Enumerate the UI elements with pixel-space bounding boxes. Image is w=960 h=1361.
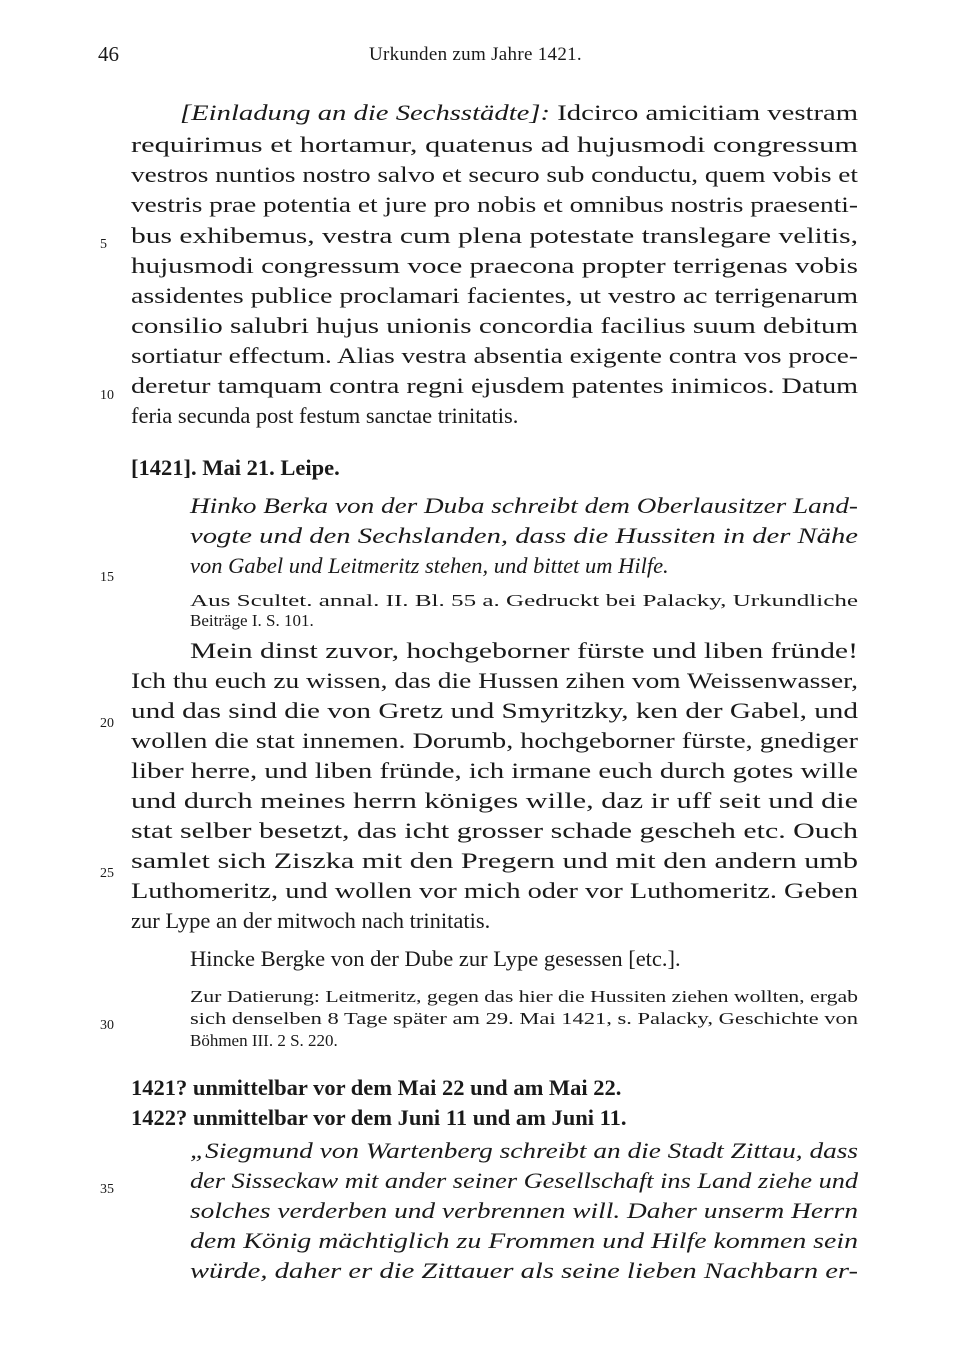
text-line: deretur tamquam contra regni ejusdem patentes inimicos. Datum	[131, 373, 858, 398]
text-line: [1421]. Mai 21. Leipe.	[131, 455, 340, 480]
text-line: sortiatur effectum. Alias vestra absentia exigente contra vos proce-	[131, 343, 858, 368]
line-number: 25	[100, 866, 114, 881]
text-line: 1422? unmittelbar vor dem Juni 11 und am Juni 11.	[131, 1105, 627, 1130]
text-line: samlet sich Ziszka mit den Pregern und mit den andern umb	[131, 848, 858, 873]
text-line: vogte und den Sechslanden, dass die Hussiten in der Nähe	[190, 523, 858, 548]
text-line: Böhmen III. 2 S. 220.	[190, 1031, 338, 1050]
text-line: Hinko Berka von der Duba schreibt dem Oberlausitzer Land-	[190, 493, 858, 518]
page-header	[0, 42, 960, 76]
text-line: Beiträge I. S. 101.	[190, 611, 314, 630]
text-line: sich denselben 8 Tage später am 29. Mai 1421, s. Palacky, Geschichte von	[190, 1009, 858, 1028]
text-line: bus exhibemus, vestra cum plena potestate translegare velitis,	[131, 223, 858, 248]
text-line: wollen die stat innemen. Dorumb, hochgeborner fürste, gnediger	[131, 728, 858, 753]
line-number: 30	[100, 1018, 114, 1033]
text-line: Zur Datierung: Leitmeritz, gegen das hier die Hussiten ziehen wollten, ergab	[190, 987, 858, 1006]
text-line: feria secunda post festum sanctae trinitatis.	[131, 403, 519, 428]
text-line: dem König mächtiglich zu Frommen und Hilfe kommen sein	[190, 1228, 858, 1253]
text-line: Hincke Bergke von der Dube zur Lype gesessen [etc.].	[190, 946, 681, 971]
text-line: vestris prae potentia et jure pro nobis et omnibus nostris praesenti-	[131, 192, 858, 217]
text-line: requirimus et hortamur, quatenus ad hujusmodi congressum	[131, 132, 858, 157]
text-line: liber herre, und liben fründe, ich irmane euch durch gotes wille	[131, 758, 858, 783]
line-number: 5	[100, 237, 107, 252]
text-line: [Einladung an die Sechsstädte]: Idcirco amicitiam vestram	[180, 100, 858, 125]
text-line: und durch meines herrn königes wille, daz ir uff seit und die	[131, 788, 858, 813]
line-number: 20	[100, 716, 114, 731]
text-line: Ich thu euch zu wissen, das die Hussen zihen vom Weissenwasser,	[131, 668, 858, 693]
page-number: 46	[98, 42, 119, 66]
text-line: stat selber besetzt, das icht grosser schade gescheh etc. Ouch	[131, 818, 858, 843]
text-line: und das sind die von Gretz und Smyritzky, ken der Gabel, und	[131, 698, 858, 723]
running-title: Urkunden zum Jahre 1421.	[369, 44, 582, 65]
text-line: assidentes publice proclamari facientes, ut vestro ac terrigenarum	[131, 283, 858, 308]
text-line: Luthomeritz, und wollen vor mich oder vor Luthomeritz. Geben	[131, 878, 858, 903]
text-line: 1421? unmittelbar vor dem Mai 22 und am Mai 22.	[131, 1075, 622, 1100]
text-line: zur Lype an der mitwoch nach trinitatis.	[131, 908, 491, 933]
text-line: Mein dinst zuvor, hochgeborner fürste und liben fründe!	[190, 638, 858, 663]
text-line: der Sisseckaw mit ander seiner Gesellschaft ins Land ziehe und	[190, 1168, 858, 1193]
text-line: consilio salubri hujus unionis concordia facilius suum debitum	[131, 313, 858, 338]
text-line: Aus Scultet. annal. II. Bl. 55 a. Gedruckt bei Palacky, Urkundliche	[190, 591, 858, 610]
text-line: hujusmodi congressum voce praecona propter terrigenas vobis	[131, 253, 858, 278]
text-line: von Gabel und Leitmeritz stehen, und bittet um Hilfe.	[190, 553, 669, 578]
text-line: würde, daher er die Zittauer als seine lieben Nachbarn er-	[190, 1258, 858, 1283]
text-line: vestros nuntios nostro salvo et securo sub conductu, quem vobis et	[131, 162, 858, 187]
text-line: solches verderben und verbrennen will. Daher unserm Herrn	[190, 1198, 858, 1223]
line-number: 15	[100, 570, 114, 585]
text-line: „Siegmund von Wartenberg schreibt an die Stadt Zittau, dass	[190, 1138, 858, 1163]
line-number: 35	[100, 1182, 114, 1197]
line-number: 10	[100, 388, 114, 403]
